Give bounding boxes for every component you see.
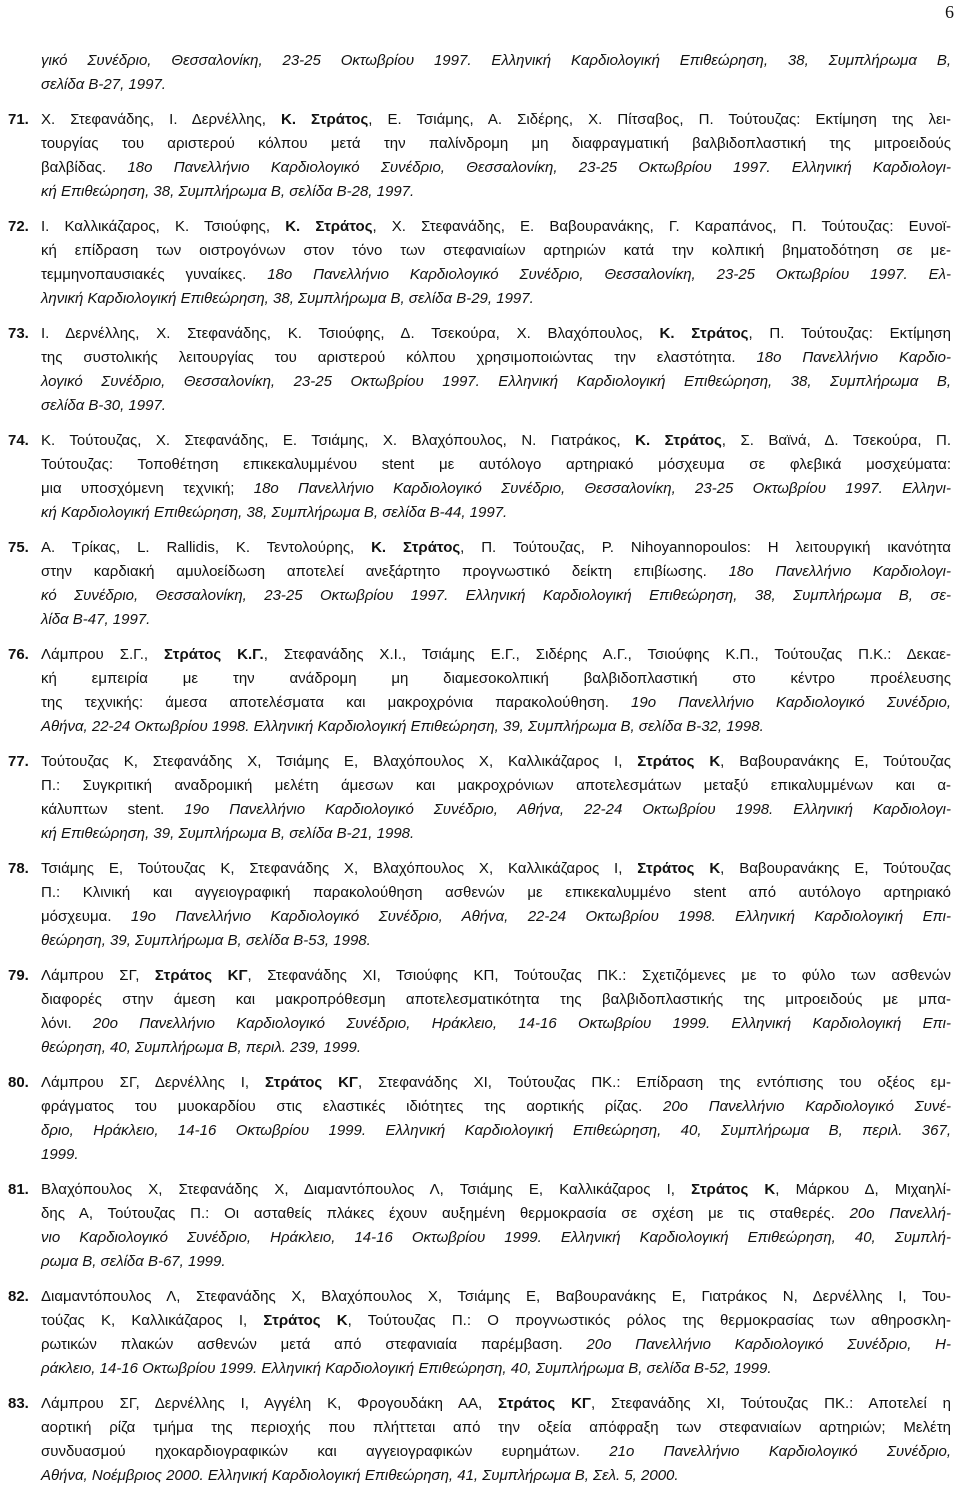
reference-line: [41, 132, 951, 156]
reference-text: , Π. Τούτουζας: Εκτίμηση: [748, 325, 951, 342]
reference-text: Ι. Δερνέλλης, Χ. Στεφανάδης, Κ. Τσιούφης, Δ. Τσεκούρα, Χ. Βλαχόπουλος,: [41, 325, 660, 342]
reference-text: , Χ. Στεφανάδης, Ε. Βαβουρανάκης, Γ. Καραπάνος, Π. Τούτουζας: Ευνοϊ-: [372, 218, 952, 235]
citation-source: κή Καρδιολογική Επιθεώρηση, 38, Συμπλήρωμα Β, σελίδα Β-44, 1997.: [41, 504, 508, 521]
reference-text: τεμμηνοπαυσιακές γυναίκες.: [41, 266, 268, 283]
highlighted-author: Στράτος Κ: [263, 1312, 348, 1329]
reference-number: 78.: [8, 860, 29, 877]
reference-line: [41, 370, 951, 394]
reference-line: [41, 750, 951, 774]
reference-line: [41, 608, 951, 632]
reference-line: [41, 929, 951, 953]
continued-reference: [0, 49, 960, 97]
reference-line: [41, 1416, 951, 1440]
reference-line: [41, 1357, 951, 1381]
reference-body: [41, 1178, 951, 1274]
reference-line: [41, 453, 951, 477]
citation-source: 18ο Πανελλήνιο Καρδιολογικό Συνέδριο, Θεσσαλονίκη, 23-25 Οκτωβρίου 1997. Ελ-: [267, 266, 951, 283]
reference-body: [41, 1071, 951, 1167]
reference-text: Π.: Κλινική και αγγειογραφική παρακολούθηση ασθενών με επικεκαλυμμένο stent από αυτόλογο αρτηριακό: [41, 884, 951, 901]
reference-line: [41, 287, 951, 311]
reference-text: της τεχνικής: άμεσα αποτελέσματα και μακροχρόνια παρακολούθηση.: [41, 694, 632, 711]
reference-text: , Στεφανάδης ΧΙ, Τσιούφης ΚΠ, Τούτουζας ΠΚ.: Σχετιζόμενες με το φύλο των ασθενών: [247, 967, 952, 984]
citation-source: Αθήνα, Νοέμβριος 2000. Ελληνική Καρδιολογική Επιθεώρηση, 41, Συμπλήρωμα Β, Σελ. 5, 2000.: [41, 1467, 679, 1484]
reference-body: [41, 49, 951, 97]
reference-number: 76.: [8, 646, 29, 663]
reference-line: [41, 1071, 951, 1095]
reference-body: [41, 215, 951, 311]
reference-text: δης Α, Τούτουζας Π.: Οι ασταθείς πλάκες έχουν αυξημένη θερμοκρασία σε σχέση με τις σταθερές.: [41, 1205, 850, 1222]
reference-body: [41, 108, 951, 204]
reference-line: [41, 1392, 951, 1416]
citation-source: κό Συνέδριο, Θεσσαλονίκη, 23-25 Οκτωβρίου 1997. Ελληνική Καρδιολογική Επιθεώρηση, 38, Συμπλήρωμα Β, σε-: [41, 587, 951, 604]
reference-line: [41, 394, 951, 418]
reference-line: [41, 798, 951, 822]
reference-entry: [0, 750, 960, 846]
citation-source: κή Επιθεώρηση, 38, Συμπλήρωμα Β, σελίδα Β-28, 1997.: [41, 183, 415, 200]
reference-line: [41, 1012, 951, 1036]
citation-source: 19ο Πανελλήνιο Καρδιολογικό Συνέδριο, Αθήνα, 22-24 Οκτωβρίου 1998. Ελληνική Καρδιολογική Επι-: [130, 908, 952, 925]
citation-source: θεώρηση, 40, Συμπλήρωμα Β, περιλ. 239, 1999.: [41, 1039, 362, 1056]
reference-text: Α. Τρίκας, L. Rallidis, Κ. Τεντολούρης,: [41, 539, 372, 556]
reference-line: [41, 691, 951, 715]
reference-line: [41, 73, 951, 97]
reference-entry: [0, 857, 960, 953]
highlighted-author: Στράτος Κ: [637, 753, 721, 770]
citation-source: 18ο Πανελλήνιο Καρδιολογικό Συνέδριο, Θεσσαλονίκη, 23-25 Οκτωβρίου 1997. Ελληνική Καρδιολογι-: [127, 159, 951, 176]
reference-text: Λάμπρου ΣΓ, Δερνέλλης Ι, Αγγέλη Κ, Φρογουδάκη ΑΑ,: [41, 1395, 499, 1412]
reference-entry: [0, 1285, 960, 1381]
reference-line: [41, 1119, 951, 1143]
citation-source: σελίδα Β-27, 1997.: [41, 76, 166, 93]
reference-body: [41, 322, 951, 418]
reference-line: [41, 1464, 951, 1488]
reference-line: [41, 156, 951, 180]
reference-entry: [0, 1392, 960, 1488]
reference-text: φράγματος του μυοκαρδίου στις ελαστικές ιδιότητες της αορτικής ρίζας.: [41, 1098, 663, 1115]
reference-line: [41, 239, 951, 263]
reference-number: 74.: [8, 432, 29, 449]
reference-line: [41, 263, 951, 287]
reference-number: 81.: [8, 1181, 29, 1198]
citation-source: θεώρηση, 39, Συμπλήρωμα Β, σελίδα Β-53, 1998.: [41, 932, 371, 949]
citation-source: 20ο Πανελλήνιο Καρδιολογικό Συνέ-: [662, 1098, 951, 1115]
reference-text: διαφορές στην άμεση και μακροπρόθεσμη αποτελεσματικότητα της βαλβιδοπλαστικής της μιτροειδούς με μπα-: [41, 991, 951, 1008]
reference-text: Τούτουζας: Τοποθέτηση επικεκαλυμμένου stent με αυτόλογο αρτηριακό μόσχευμα σε φλεβικά μοσχεύματα:: [41, 456, 951, 473]
reference-line: [41, 501, 951, 525]
citation-source: 18ο Πανελλήνιο Καρδιο-: [756, 349, 951, 366]
reference-text: ρωτικών πλακών ασθενών μετά από στεφανιαία παρέμβαση.: [41, 1336, 587, 1353]
citation-source: 1999.: [41, 1146, 79, 1163]
reference-line: [41, 322, 951, 346]
reference-text: κή επίδραση των οιστρογόνων στον τόνο των στεφανιαίων αρτηριών κατά την κολπική βηματοδότηση σε με-: [41, 242, 951, 259]
reference-number: 71.: [8, 111, 29, 128]
reference-line: [41, 1440, 951, 1464]
reference-text: Λάμπρου ΣΓ,: [41, 967, 155, 984]
reference-line: [41, 988, 951, 1012]
reference-line: [41, 1309, 951, 1333]
citation-source: 21ο Πανελλήνιο Καρδιολογικό Συνέδριο,: [609, 1443, 951, 1460]
highlighted-author: Κ. Στράτος: [659, 325, 749, 342]
reference-text: , Π. Τούτουζας, P. Nihoyannopoulos: Η λειτουργική ικανότητα: [460, 539, 951, 556]
reference-text: αορτική ρίζα τμήμα της περιοχής που πλήττεται από την οξεία απόφραξη των στεφανιαίων αρτηριών; Μελέτη: [41, 1419, 951, 1436]
reference-text: κάλυπτων stent.: [41, 801, 185, 818]
reference-entry: [0, 322, 960, 418]
reference-body: [41, 1285, 951, 1381]
reference-number: 73.: [8, 325, 29, 342]
reference-line: [41, 180, 951, 204]
reference-text: μόσχευμα.: [41, 908, 131, 925]
reference-number: 72.: [8, 218, 29, 235]
reference-line: [41, 905, 951, 929]
reference-number: 77.: [8, 753, 29, 770]
highlighted-author: Στράτος Κ.Γ.: [164, 646, 264, 663]
highlighted-author: Κ. Στράτος: [371, 539, 461, 556]
reference-line: [41, 1178, 951, 1202]
reference-text: συνδυασμού ηχοκαρδιογραφικών και αγγειογραφικών ευρημάτων.: [41, 1443, 610, 1460]
reference-number: 83.: [8, 1395, 29, 1412]
reference-text: , Βαβουρανάκης Ε, Τούτουζας: [720, 753, 951, 770]
reference-entry: [0, 643, 960, 739]
reference-text: , Ε. Τσιάμης, Α. Σιδέρης, Χ. Πίτσαβος, Π. Τούτουζας: Εκτίμηση της λει-: [368, 111, 951, 128]
reference-text: Π.: Συγκριτική αναδρομική μελέτη άμεσων και μακροχρόνιων αποτελεσμάτων μεταξύ επικαλυμμένων και α-: [41, 777, 951, 794]
citation-source: ράκλειο, 14-16 Οκτωβρίου 1999. Ελληνική Καρδιολογική Επιθεώρηση, 40, Συμπλήρωμα Β, σελίδα Β-52, 1999.: [41, 1360, 772, 1377]
reference-entry: [0, 536, 960, 632]
reference-line: [41, 560, 951, 584]
citation-source: λίδα Β-47, 1997.: [41, 611, 151, 628]
citation-source: 20ο Πανελλήνιο Καρδιολογικό Συνέδριο, Ηράκλειο, 14-16 Οκτωβρίου 1999. Ελληνική Καρδιολογική Επι-: [92, 1015, 952, 1032]
reference-text: Τούτουζας Κ, Στεφανάδης Χ, Τσιάμης Ε, Βλαχόπουλος Χ, Καλλικάζαρος Ι,: [41, 753, 638, 770]
highlighted-author: Στράτος ΚΓ: [498, 1395, 591, 1412]
reference-line: [41, 536, 951, 560]
reference-list: [0, 49, 960, 1488]
reference-line: [41, 1143, 951, 1167]
reference-entry: [0, 1178, 960, 1274]
reference-body: [41, 1392, 951, 1488]
reference-number: 79.: [8, 967, 29, 984]
reference-line: [41, 477, 951, 501]
reference-line: [41, 346, 951, 370]
reference-line: [41, 1226, 951, 1250]
reference-text: της συστολικής λειτουργίας του αριστερού κόλπου χρησιμοποιώντας την ελαστότητα.: [41, 349, 757, 366]
highlighted-author: Στράτος Κ: [691, 1181, 776, 1198]
reference-number: 75.: [8, 539, 29, 556]
citation-source: ρωμα Β, σελίδα Β-67, 1999.: [41, 1253, 226, 1270]
reference-line: [41, 215, 951, 239]
citation-source: 19ο Πανελλήνιο Καρδιολογικό Συνέδριο,: [631, 694, 951, 711]
citation-source: 19ο Πανελλήνιο Καρδιολογικό Συνέδριο, Αθήνα, 22-24 Οκτωβρίου 1998. Ελληνική Καρδιολογι-: [184, 801, 951, 818]
highlighted-author: Κ. Στράτος: [285, 218, 373, 235]
reference-line: [41, 881, 951, 905]
page-number: 6: [945, 2, 954, 22]
reference-text: βαλβίδας.: [41, 159, 128, 176]
reference-line: [41, 1333, 951, 1357]
reference-text: Βλαχόπουλος Χ, Στεφανάδης Χ, Διαμαντόπουλος Λ, Τσιάμης Ε, Καλλικάζαρος Ι,: [41, 1181, 692, 1198]
reference-text: , Στεφανάδης Χ.Ι., Τσιάμης Ε.Γ., Σιδέρης Α.Γ., Τσιούφης Κ.Π., Τούτουζας Π.Κ.: Δεκαε-: [263, 646, 951, 663]
reference-body: [41, 429, 951, 525]
citation-source: δριο, Ηράκλειο, 14-16 Οκτωβρίου 1999. Ελληνική Καρδιολογική Επιθεώρηση, 40, Συμπλήρωμα Β, περιλ. 367,: [41, 1122, 951, 1139]
reference-body: [41, 857, 951, 953]
reference-line: [41, 715, 951, 739]
highlighted-author: Στράτος ΚΓ: [154, 967, 248, 984]
citation-source: κή Επιθεώρηση, 39, Συμπλήρωμα Β, σελίδα Β-21, 1998.: [41, 825, 415, 842]
highlighted-author: Κ. Στράτος: [280, 111, 369, 128]
citation-source: 20ο Πανελλή-: [849, 1205, 951, 1222]
reference-text: Λάμπρου ΣΓ, Δερνέλλης Ι,: [41, 1074, 265, 1091]
citation-source: γικό Συνέδριο, Θεσσαλονίκη, 23-25 Οκτωβρίου 1997. Ελληνική Καρδιολογική Επιθεώρηση, 38, Συμπλήρωμα Β,: [41, 52, 951, 69]
reference-line: [41, 1036, 951, 1060]
citation-source: Αθήνα, 22-24 Οκτωβρίου 1998. Ελληνική Καρδιολογική Επιθεώρηση, 39, Συμπλήρωμα Β, σελίδα Β-32, 1998.: [41, 718, 764, 735]
reference-body: [41, 750, 951, 846]
citation-source: νιο Καρδιολογικό Συνέδριο, Ηράκλειο, 14-16 Οκτωβρίου 1999. Ελληνική Καρδιολογική Επιθεώρηση, 40, Συμπλή-: [41, 1229, 951, 1246]
reference-line: [41, 49, 951, 73]
reference-line: [41, 822, 951, 846]
reference-entry: [0, 429, 960, 525]
reference-entry: [0, 964, 960, 1060]
reference-text: λόνι.: [41, 1015, 93, 1032]
reference-line: [41, 964, 951, 988]
reference-line: [41, 108, 951, 132]
reference-entry: [0, 215, 960, 311]
highlighted-author: Στράτος ΚΓ: [265, 1074, 358, 1091]
reference-text: Τσιάμης Ε, Τούτουζας Κ, Στεφανάδης Χ, Βλαχόπουλος Χ, Καλλικάζαρος Ι,: [41, 860, 638, 877]
reference-number: 82.: [8, 1288, 29, 1305]
reference-text: τουργίας του αριστερού κόλπου μετά την παλίνδρομη μη διαφραγματική βαλβιδοπλαστική της μιτροειδούς: [41, 135, 951, 152]
highlighted-author: Κ. Στράτος: [635, 432, 722, 449]
reference-text: στην καρδιακή αμυλοείδωση αποτελεί ανεξάρτητο προγνωστικό δείκτη επιβίωσης.: [41, 563, 729, 580]
reference-line: [41, 774, 951, 798]
citation-source: λογικό Συνέδριο, Θεσσαλονίκη, 23-25 Οκτωβρίου 1997. Ελληνική Καρδιολογική Επιθεώρηση, 38, Συμπλήρωμα Β,: [41, 373, 951, 390]
reference-text: , Μάρκου Δ, Μιχαηλί-: [775, 1181, 951, 1198]
reference-line: [41, 1250, 951, 1274]
reference-text: Ι. Καλλικάζαρος, Κ. Τσιούφης,: [41, 218, 286, 235]
reference-entry: [0, 108, 960, 204]
reference-entry: [0, 1071, 960, 1167]
highlighted-author: Στράτος Κ: [637, 860, 721, 877]
reference-text: τούζας Κ, Καλλικάζαρος Ι,: [41, 1312, 264, 1329]
reference-body: [41, 964, 951, 1060]
reference-text: , Βαβουρανάκης Ε, Τούτουζας: [720, 860, 951, 877]
reference-text: , Τούτουζας Π.: Ο προγνωστικός ρόλος της θερμοκρασίας των αθηροσκλη-: [347, 1312, 951, 1329]
reference-line: [41, 1202, 951, 1226]
reference-line: [41, 667, 951, 691]
reference-number: 80.: [8, 1074, 29, 1091]
reference-line: [41, 429, 951, 453]
reference-line: [41, 857, 951, 881]
reference-body: [41, 643, 951, 739]
reference-text: κή εμπειρία με την ανάδρομη μη διαμεσοκολπική βαλβιδοπλαστική στο κέντρο προέλευσης: [41, 670, 951, 687]
reference-text: , Σ. Βαϊνά, Δ. Τσεκούρα, Π.: [721, 432, 951, 449]
reference-text: Χ. Στεφανάδης, Ι. Δερνέλλης,: [41, 111, 281, 128]
reference-text: , Στεφανάδης ΧΙ, Τούτουζας ΠΚ.: Επίδραση της εντόπισης του οξέος εμ-: [357, 1074, 952, 1091]
citation-source: ληνική Καρδιολογική Επιθεώρηση, 38, Συμπλήρωμα Β, σελίδα Β-29, 1997.: [41, 290, 534, 307]
reference-line: [41, 1285, 951, 1309]
reference-line: [41, 643, 951, 667]
reference-text: Διαμαντόπουλος Λ, Στεφανάδης Χ, Βλαχόπουλος Χ, Τσιάμης Ε, Βαβουρανάκης Ε, Γιατράκος Ν, Δερνέλλης Ι, Του-: [41, 1288, 951, 1305]
reference-line: [41, 1095, 951, 1119]
reference-text: μια υποσχόμενη τεχνική;: [41, 480, 254, 497]
citation-source: 18ο Πανελλήνιο Καρδιολογι-: [728, 563, 951, 580]
reference-text: Λάμπρου Σ.Γ.,: [41, 646, 165, 663]
citation-source: σελίδα Β-30, 1997.: [41, 397, 166, 414]
reference-text: Κ. Τούτουζας, Χ. Στεφανάδης, Ε. Τσιάμης, Χ. Βλαχόπουλος, Ν. Γιατράκος,: [41, 432, 636, 449]
citation-source: 20ο Πανελλήνιο Καρδιολογικό Συνέδριο, Η-: [586, 1336, 951, 1353]
reference-body: [41, 536, 951, 632]
reference-text: , Στεφανάδης ΧΙ, Τούτουζας ΠΚ.: Αποτελεί η: [590, 1395, 951, 1412]
reference-line: [41, 584, 951, 608]
citation-source: 18ο Πανελλήνιο Καρδιολογικό Συνέδριο, Θεσσαλονίκη, 23-25 Οκτωβρίου 1997. Ελληνι-: [253, 480, 952, 497]
